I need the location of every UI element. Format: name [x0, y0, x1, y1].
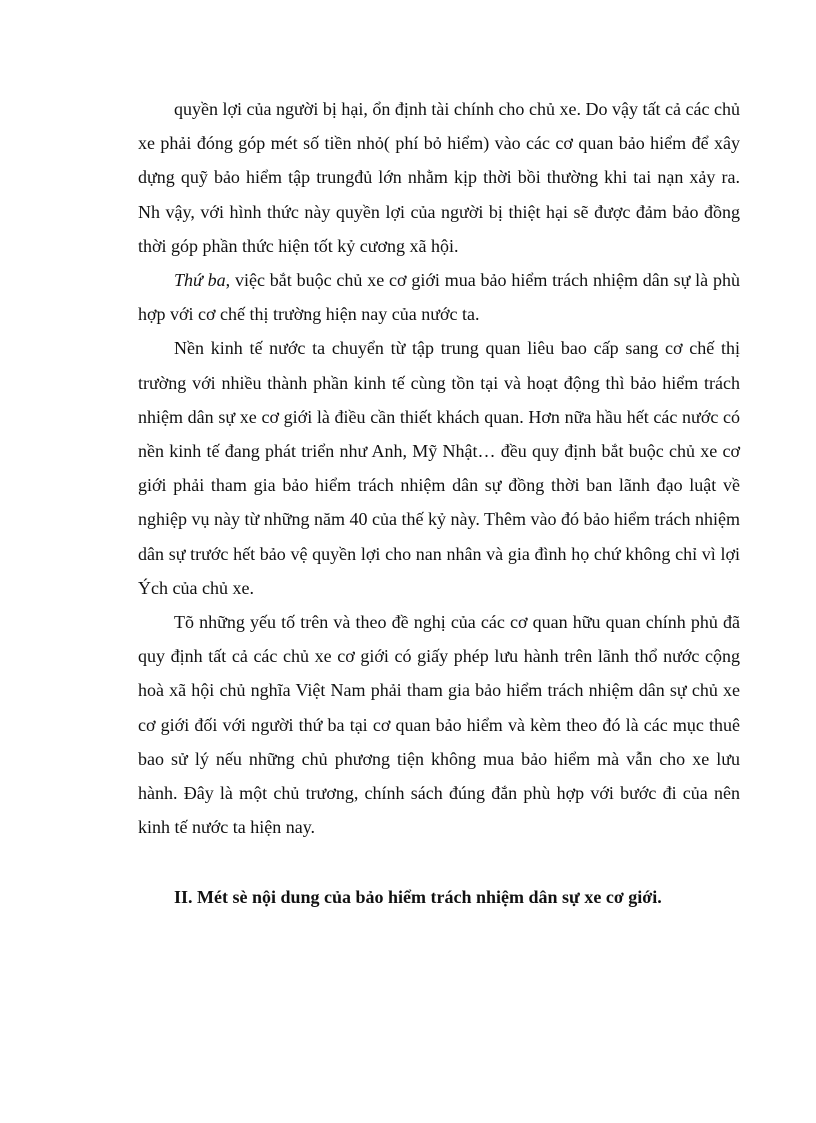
paragraph-3: Nền kinh tế nước ta chuyển từ tập trung quan liêu bao cấp sang cơ chế thị trường với nhiều thành phần kinh tế cùng tồn tại và hoạt động thì bảo hiểm trách nhiệm dân sự xe cơ giới là điều cần thiết khách quan. Hơn nữa hầu hết các nước có nền kinh tế đang phát triển như Anh, Mỹ Nhật… đều quy định bắt buộc chủ xe cơ giới phải tham gia bảo hiểm trách nhiệm dân sự đồng thời ban lãnh đạo luật về nghiệp vụ này từ những năm 40 của thế kỷ này. Thêm vào đó bảo hiểm trách nhiệm dân sự trước hết bảo vệ quyền lợi cho nan nhân và gia đình họ chứ không chỉ vì lợi Ých của chủ xe.: [138, 338, 740, 598]
paragraph-4: Tõ những yếu tố trên và theo đề nghị của các cơ quan hữu quan chính phủ đã quy định tất cả các chủ xe cơ giới có giấy phép lưu hành trên lãnh thổ nước cộng hoà xã hội chủ nghĩa Việt Nam phải tham gia bảo hiểm trách nhiệm dân sự chủ xe cơ giới đối với người thứ ba tại cơ quan bảo hiểm và kèm theo đó là các mục thuê bao sử lý nếu những chủ phương tiện không mua bảo hiểm mà vẫn cho xe lưu hành. Đây là một chủ trương, chính sách đúng đắn phù hợp với bước đi của nên kinh tế nước ta hiện nay.: [138, 612, 740, 838]
paragraph-2-italic-lead: Thứ ba: [174, 270, 226, 291]
paragraph-2-text: , việc bắt buộc chủ xe cơ giới mua bảo hiểm trách nhiệm dân sự là phù hợp với cơ chế thị trường hiện nay của nước ta.: [138, 270, 740, 325]
paragraph-2: [138, 263, 740, 331]
section-heading: II. Mét sè nội dung của bảo hiểm trách nhiệm dân sự xe cơ giới.: [174, 887, 662, 908]
paragraph-1: quyền lợi của người bị hại, ổn định tài chính cho chủ xe. Do vậy tất cả các chủ xe phải đóng góp mét số tiền nhỏ( phí bỏ hiểm) vào các cơ quan bảo hiểm để xây dựng quỹ bảo hiểm tập trungđủ lớn nhằm kịp thời bồi thường khi tai nạn xảy ra. Nh vậy, với hình thức này quyền lợi của người bị thiệt hại sẽ được đảm bảo đồng thời góp phần thức hiện tốt kỷ cương xã hội.: [138, 99, 740, 256]
document-page: [138, 92, 740, 915]
